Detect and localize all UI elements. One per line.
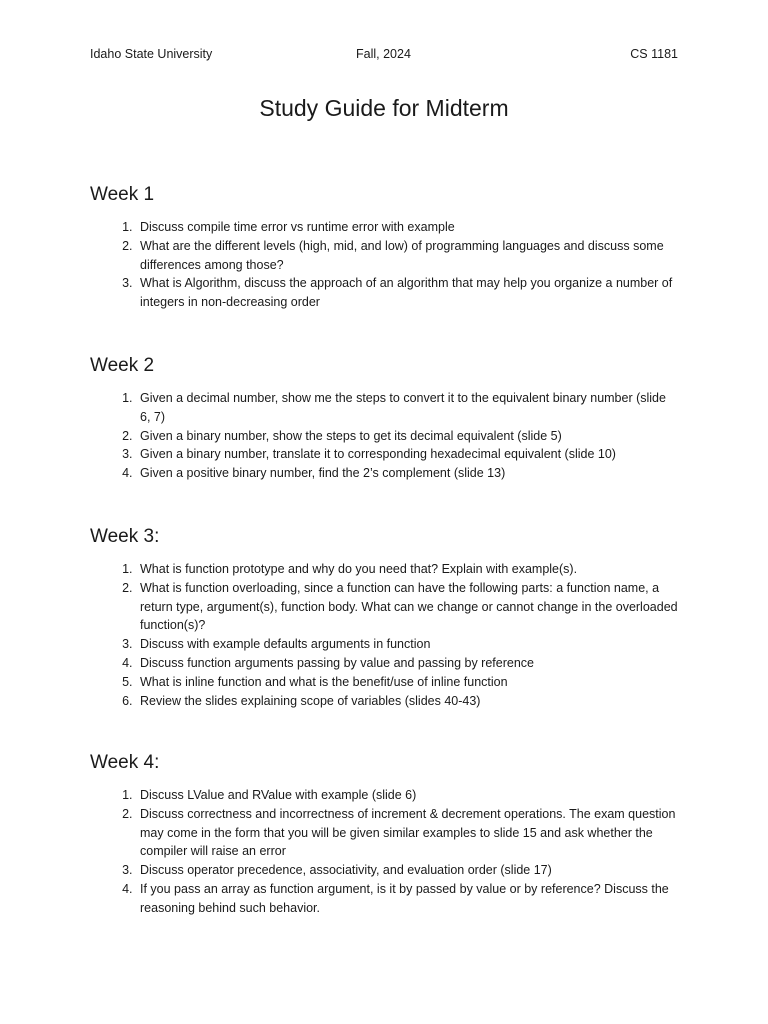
header-term: Fall, 2024 <box>356 47 411 61</box>
list-item: 1. What is function prototype and why do you need that? Explain with example(s). <box>136 560 678 579</box>
page-header <box>90 47 678 65</box>
list-item: 3. Given a binary number, translate it to corresponding hexadecimal equivalent (slide 10) <box>136 445 678 464</box>
list-item: 2. What is function overloading, since a function can have the following parts: a function name, a return type, argument(s), function body. What can we change or cannot change in the overloaded function(s)? <box>136 579 678 635</box>
week-3-heading: Week 3: <box>90 526 160 547</box>
week-2-question-list <box>90 389 678 483</box>
document-title: Study Guide for Midterm <box>259 95 509 121</box>
header-institution: Idaho State University <box>90 47 213 61</box>
week-1-heading: Week 1 <box>90 184 155 205</box>
list-item: 4. Given a positive binary number, find the 2’s complement (slide 13) <box>136 464 678 483</box>
list-item: 5. What is inline function and what is the benefit/use of inline function <box>136 673 678 692</box>
list-item: 2. What are the different levels (high, mid, and low) of programming languages and discuss some differences among those? <box>136 237 678 275</box>
list-item: 4. If you pass an array as function argument, is it by passed by value or by reference? Discuss the reasoning behind such behavior. <box>136 880 678 918</box>
list-item: 1. Discuss compile time error vs runtime error with example <box>136 218 678 237</box>
week-1-question-list <box>90 218 678 312</box>
list-item: 4. Discuss function arguments passing by value and passing by reference <box>136 654 678 673</box>
header-course: CS 1181 <box>630 47 678 61</box>
list-item: 2. Discuss correctness and incorrectness of increment & decrement operations. The exam question may come in the form that you will be given similar examples to slide 15 and ask whether the compiler will raise an error <box>136 805 678 861</box>
list-item: 1. Discuss LValue and RValue with example (slide 6) <box>136 786 678 805</box>
list-item: 2. Given a binary number, show the steps to get its decimal equivalent (slide 5) <box>136 427 678 446</box>
week-3-question-list <box>90 560 678 710</box>
week-3-section <box>90 525 678 710</box>
list-item: 3. Discuss with example defaults arguments in function <box>136 635 678 654</box>
list-item: 6. Review the slides explaining scope of variables (slides 40-43) <box>136 692 678 711</box>
week-2-section <box>90 354 678 483</box>
list-item: 1. Given a decimal number, show me the steps to convert it to the equivalent binary number (slide 6, 7) <box>136 389 678 427</box>
list-item: 3. Discuss operator precedence, associativity, and evaluation order (slide 17) <box>136 861 678 880</box>
week-4-section <box>90 751 678 918</box>
list-item: 3. What is Algorithm, discuss the approach of an algorithm that may help you organize a number of integers in non-decreasing order <box>136 274 678 312</box>
week-1-section <box>90 183 678 312</box>
week-4-heading: Week 4: <box>90 752 160 773</box>
week-2-heading: Week 2 <box>90 355 155 376</box>
week-4-question-list <box>90 786 678 918</box>
